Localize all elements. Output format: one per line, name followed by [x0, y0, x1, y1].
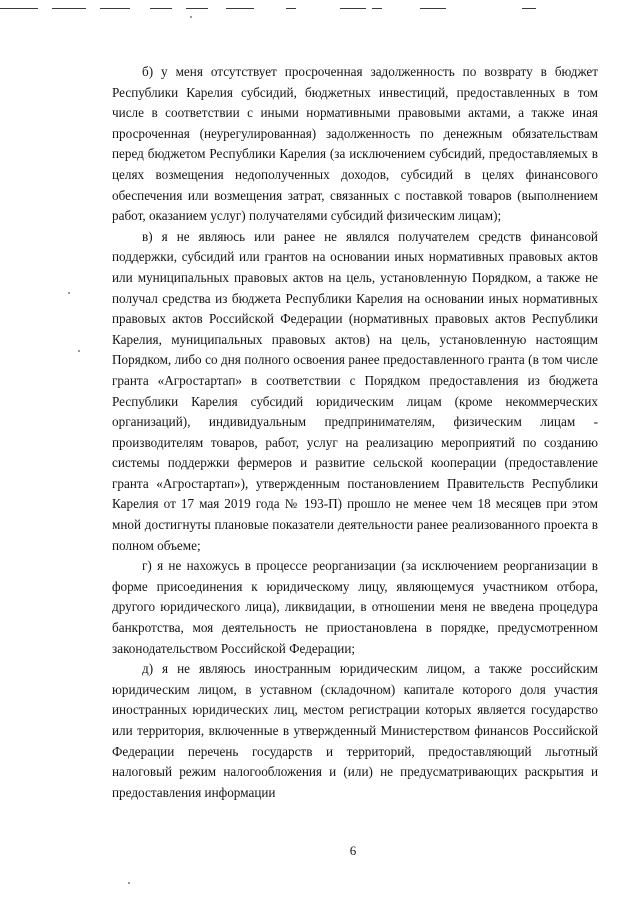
header-rule: [286, 8, 296, 9]
scan-speck: [190, 16, 192, 18]
page-number: 6: [349, 843, 357, 858]
scan-speck: [78, 350, 80, 352]
paragraph-b: б) у меня отсутствует просроченная задолженность по возврату в бюджет Республики Карелия субсидий, бюджетных инвестиций, предоставленных в том числе в соответствии с иными нормативными правовыми актами, а также иная просроченная (неурегулированная) задолженность по денежным обязательствам перед бюджетом Республики Карелия (за исключением субсидий, предоставляемых в целях возмещения недополученных доходов, субсидий в целях финансового обеспечения или возмещения затрат, связанных с поставкой товаров (выполнением работ, оказанием услуг) получателями субсидий физическим лицам);: [112, 64, 598, 224]
header-rule: [340, 8, 366, 9]
scan-speck: [128, 882, 130, 884]
header-rule: [100, 8, 130, 9]
header-rule: [226, 8, 254, 9]
header-rule: [186, 8, 208, 9]
header-rule: [522, 8, 536, 9]
paragraph-d: д) я не являюсь иностранным юридическим лицом, а также российским юридическим лицом, в уставном (складочном) капитале которого доля участия иностранных юридических лиц, местом регистрации которых является государство или территория, включенные в утвержденный Министерством финансов Российской Федерации перечень государств и территорий, предоставляющий льготный налоговый режим налогообложения и (или) не предусматривающих раскрытия и предоставления информации: [112, 661, 598, 800]
header-rule: [420, 8, 446, 9]
paragraph-g: г) я не нахожусь в процессе реорганизации (за исключением реорганизации в форме присоединения к юридическому лицу, являющемуся участником отбора, другого юридического лица), ликвидации, в отношении меня не введена процедура банкротства, моя деятельность не приостановлена в порядке, предусмотренном законодательством Российской Федерации;: [112, 558, 598, 656]
header-rule: [0, 8, 38, 9]
header-rule: [150, 8, 172, 9]
document-body: [112, 62, 598, 803]
scan-speck: [68, 292, 70, 294]
header-rule: [372, 8, 382, 9]
header-rule: [52, 8, 86, 9]
paragraph-v: в) я не являюсь или ранее не являлся получателем средств финансовой поддержки, субсидий или грантов на основании иных нормативных правовых актов или муниципальных правовых актов на цель, установленную Порядком, а также не получал средства из бюджета Республики Карелия на основании иных нормативных правовых актов Российской Федерации (нормативных правовых актов Республики Карелия, муниципальных правовых актов) на цель, установленную настоящим Порядком, либо со дня полного освоения ранее предоставленного гранта (в том числе гранта «Агростартап» в соответствии с Порядком предоставления из бюджета Республики Карелия субсидий юридическим лицам (кроме некоммерческих организаций), индивидуальным предпринимателям, физическим лицам - производителям товаров, работ, услуг на реализацию мероприятий по созданию системы поддержки фермеров и развитие сельской кооперации (предоставление гранта «Агростартап»), утвержденным постановлением Правительств Республики Карелия от 17 мая 2019 года № 193-П) прошло не менее чем 18 месяцев при этом мной достигнуты плановые показатели деятельности ранее реализованного проекта в полном объеме;: [112, 228, 598, 553]
